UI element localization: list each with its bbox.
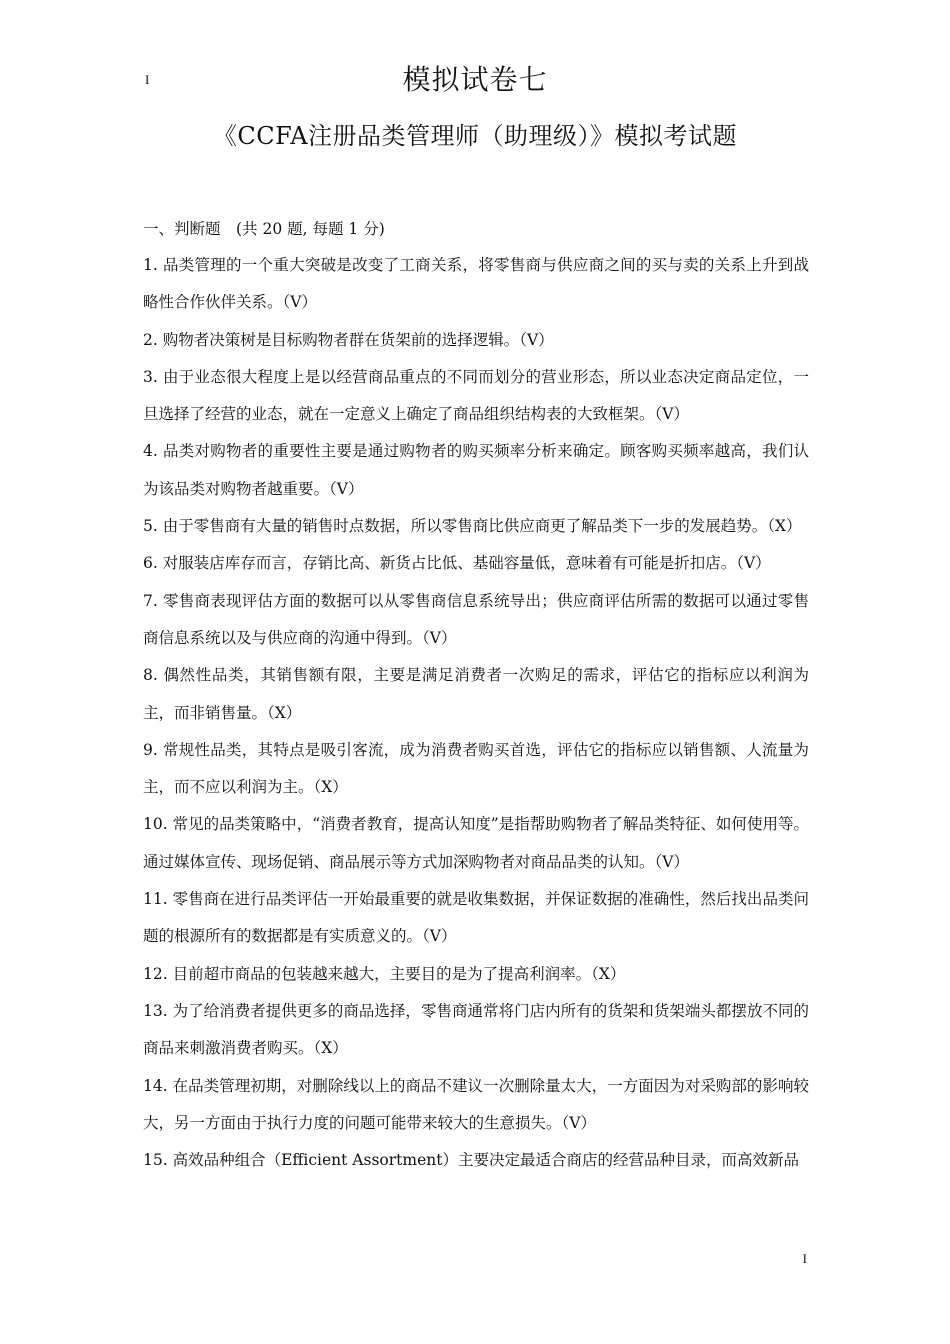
question-13: 13. 为了给消费者提供更多的商品选择，零售商通常将门店内所有的货架和货架端头都摆放不同的商品来刺激消费者购买。（X）: [143, 1001, 809, 1058]
question-3: 3. 由于业态很大程度上是以经营商品重点的不同而划分的营业形态，所以业态决定商品定位，一旦选择了经营的业态，就在一定意义上确定了商品组织结构表的大致框架。（V）: [143, 367, 809, 424]
question-14: 14. 在品类管理初期，对删除线以上的商品不建议一次删除量太大，一方面因为对采购部的影响较大，另一方面由于执行力度的问题可能带来较大的生意损失。（V）: [143, 1076, 809, 1132]
question-2: 2. 购物者决策树是目标购物者群在货架前的选择逻辑。（V）: [143, 330, 554, 349]
question-1: 1. 品类管理的一个重大突破是改变了工商关系，将零售商与供应商之间的买与卖的关系上升到战略性合作伙伴关系。（V）: [143, 256, 809, 312]
question-10: 10. 常见的品类策略中，“消费者教育，提高认知度”是指帮助购物者了解品类特征、如何使用等。通过媒体宣传、现场促销、商品展示等方式加深购物者对商品品类的认知。（V）: [143, 815, 809, 871]
question-4: 4. 品类对购物者的重要性主要是通过购物者的购买频率分析来确定。顾客购买频率越高，我们认为该品类对购物者越重要。（V）: [143, 442, 809, 498]
question-6: 6. 对服装店库存而言，存销比高、新货占比低、基础容量低，意味着有可能是折扣店。（V）: [143, 554, 771, 573]
question-8: 8. 偶然性品类，其销售额有限，主要是满足消费者一次购足的需求，评估它的指标应以利润为主，而非销售量。（X）: [143, 666, 809, 722]
section-heading: 一、判断题 (共 20 题, 每题 1 分): [143, 220, 385, 238]
question-7: 7. 零售商表现评估方面的数据可以从零售商信息系统导出；供应商评估所需的数据可以通过零售商信息系统以及与供应商的沟通中得到。（V）: [143, 591, 809, 647]
question-12: 12. 目前超市商品的包装越来越大，主要目的是为了提高利润率。（X）: [143, 964, 626, 983]
question-11: 11. 零售商在进行品类评估一开始最重要的就是收集数据，并保证数据的准确性，然后找出品类问题的根源所有的数据都是有实质意义的。（V）: [143, 890, 809, 946]
page-subtitle: 《CCFA注册品类管理师（助理级）》模拟考试题: [212, 122, 738, 150]
page-title: 模拟试卷七: [402, 63, 548, 96]
question-9: 9. 常规性品类，其特点是吸引客流，成为消费者购买首选，评估它的指标应以销售额、人流量为主，而不应以利润为主。（X）: [143, 740, 809, 797]
header-page-mark: I: [145, 72, 150, 87]
footer-page-number: I: [802, 1251, 807, 1266]
question-5: 5. 由于零售商有大量的销售时点数据，所以零售商比供应商更了解品类下一步的发展趋势。（X）: [143, 517, 802, 536]
exam-content: [143, 216, 809, 1179]
question-15: 15. 高效品种组合（Efficient Assortment）主要决定最适合商店的经营品种目录，而高效新品: [143, 1151, 799, 1170]
